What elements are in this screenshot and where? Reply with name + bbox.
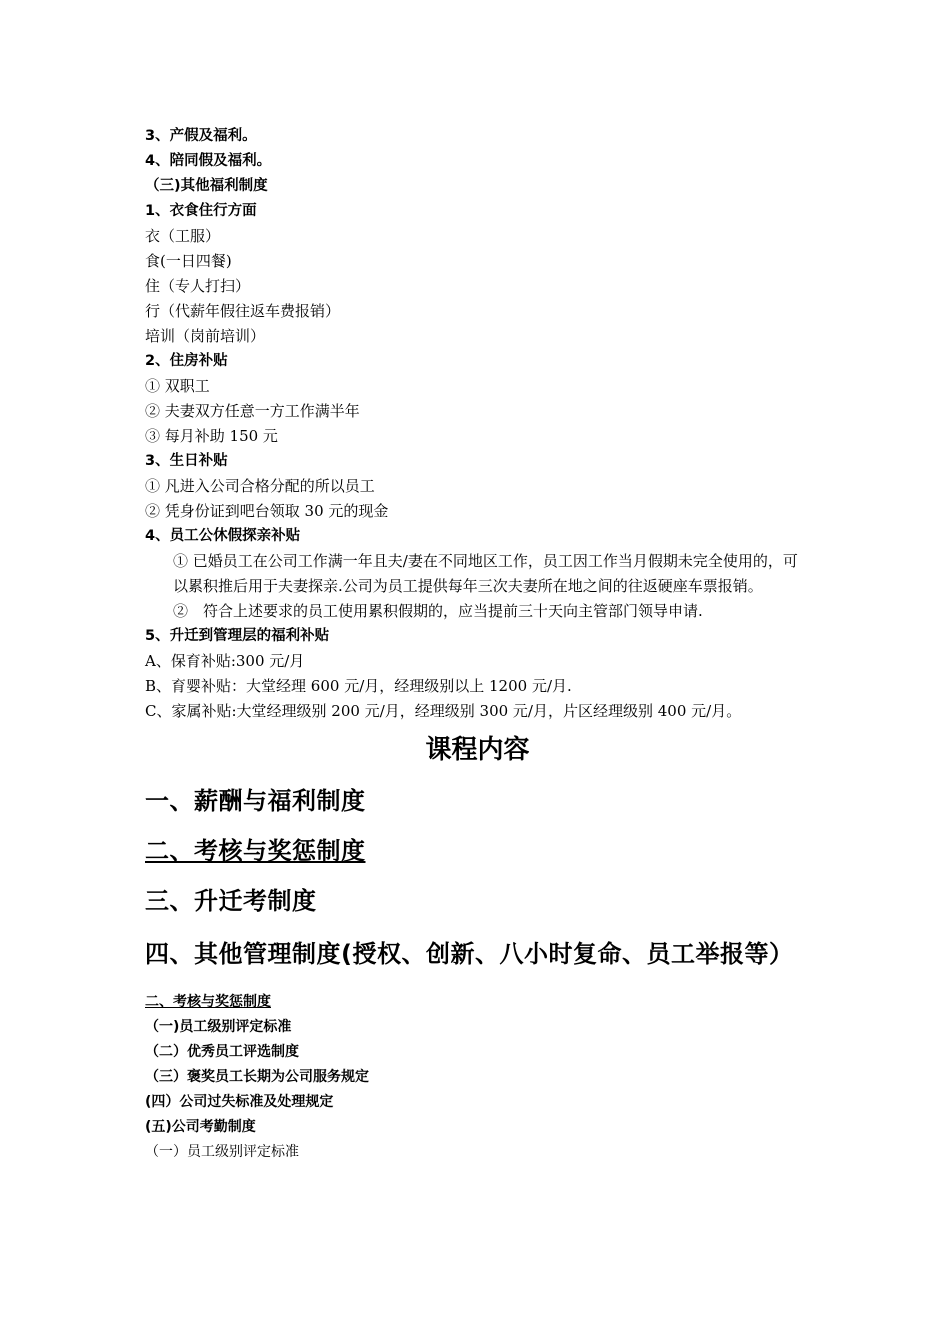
text-travel: 行（代薪年假往返车费报销） — [145, 302, 341, 320]
heading-housing-subsidy: 2、住房补贴 — [145, 353, 228, 369]
text-married-employee-rule: ① 已婚员工在公司工作满一年且夫/妻在不同地区工作，员工因工作当月假期未完全使用的，可以累积推后用于夫妻探亲.公司为员工提供每年三次夫妻所在地之间的往返硬座车票报销。 — [173, 552, 798, 595]
text-spouse-half-year: ② 夫妻双方任意一方工作满半年 — [145, 402, 360, 420]
sub-level-standards: （一)员工级别评定标准 — [145, 1019, 292, 1035]
course-item-assessment: 二、考核与奖惩制度 — [145, 837, 366, 865]
course-item-other: 四、其他管理制度(授权、创新、八小时复命、员工举报等） — [145, 940, 794, 968]
text-housing: 住（专人打扫） — [145, 277, 251, 295]
text-monthly-subsidy: ③ 每月补助 150 元 — [145, 427, 278, 445]
text-accumulated-leave-rule: ② 符合上述要求的员工使用累积假期的，应当提前三十天向主管部门领导申请. — [173, 602, 703, 620]
text-id-cash: ② 凭身份证到吧台领取 30 元的现金 — [145, 502, 389, 520]
text-family-subsidy: C、家属补贴:大堂经理级别 200 元/月，经理级别 300 元/月，片区经理级别 400 元/月。 — [145, 702, 742, 720]
sub-fault-standards: (四）公司过失标准及处理规定 — [145, 1094, 334, 1110]
sub-attendance: (五)公司考勤制度 — [145, 1119, 256, 1135]
text-infant-subsidy: B、育婴补贴：大堂经理 600 元/月，经理级别以上 1200 元/月. — [145, 677, 572, 695]
heading-management-subsidy: 5、升迁到管理层的福利补贴 — [145, 628, 330, 644]
heading-birthday-subsidy: 3、生日补贴 — [145, 453, 228, 469]
heading-assessment-rewards: 二、考核与奖惩制度 — [145, 994, 271, 1010]
heading-clothing-food: 1、衣食住行方面 — [145, 203, 257, 219]
text-clothing: 衣（工服） — [145, 227, 221, 245]
text-training: 培训（岗前培训） — [145, 327, 266, 345]
document-page — [145, 124, 810, 1165]
text-food: 食(一日四餐) — [145, 252, 232, 270]
text-childcare-subsidy: A、保育补贴:300 元/月 — [145, 652, 305, 670]
text-dual-employee: ① 双职工 — [145, 377, 210, 395]
heading-family-visit-subsidy: 4、员工公休假探亲补贴 — [145, 528, 301, 544]
item-maternity-leave: 3、产假及福利。 — [145, 128, 257, 144]
text-all-employees: ① 凡进入公司合格分配的所以员工 — [145, 477, 375, 495]
sub-level-standards-detail: （一）员工级别评定标准 — [145, 1144, 299, 1160]
sub-excellent-employee: （二）优秀员工评选制度 — [145, 1044, 299, 1060]
course-title: 课程内容 — [425, 735, 530, 765]
heading-other-welfare: （三)其他福利制度 — [145, 178, 268, 194]
sub-long-service: （三）褒奖员工长期为公司服务规定 — [145, 1069, 369, 1085]
course-item-promotion: 三、升迁考制度 — [145, 887, 317, 915]
item-paternity-leave: 4、陪同假及福利。 — [145, 153, 272, 169]
course-item-salary: 一、薪酬与福利制度 — [145, 787, 366, 815]
